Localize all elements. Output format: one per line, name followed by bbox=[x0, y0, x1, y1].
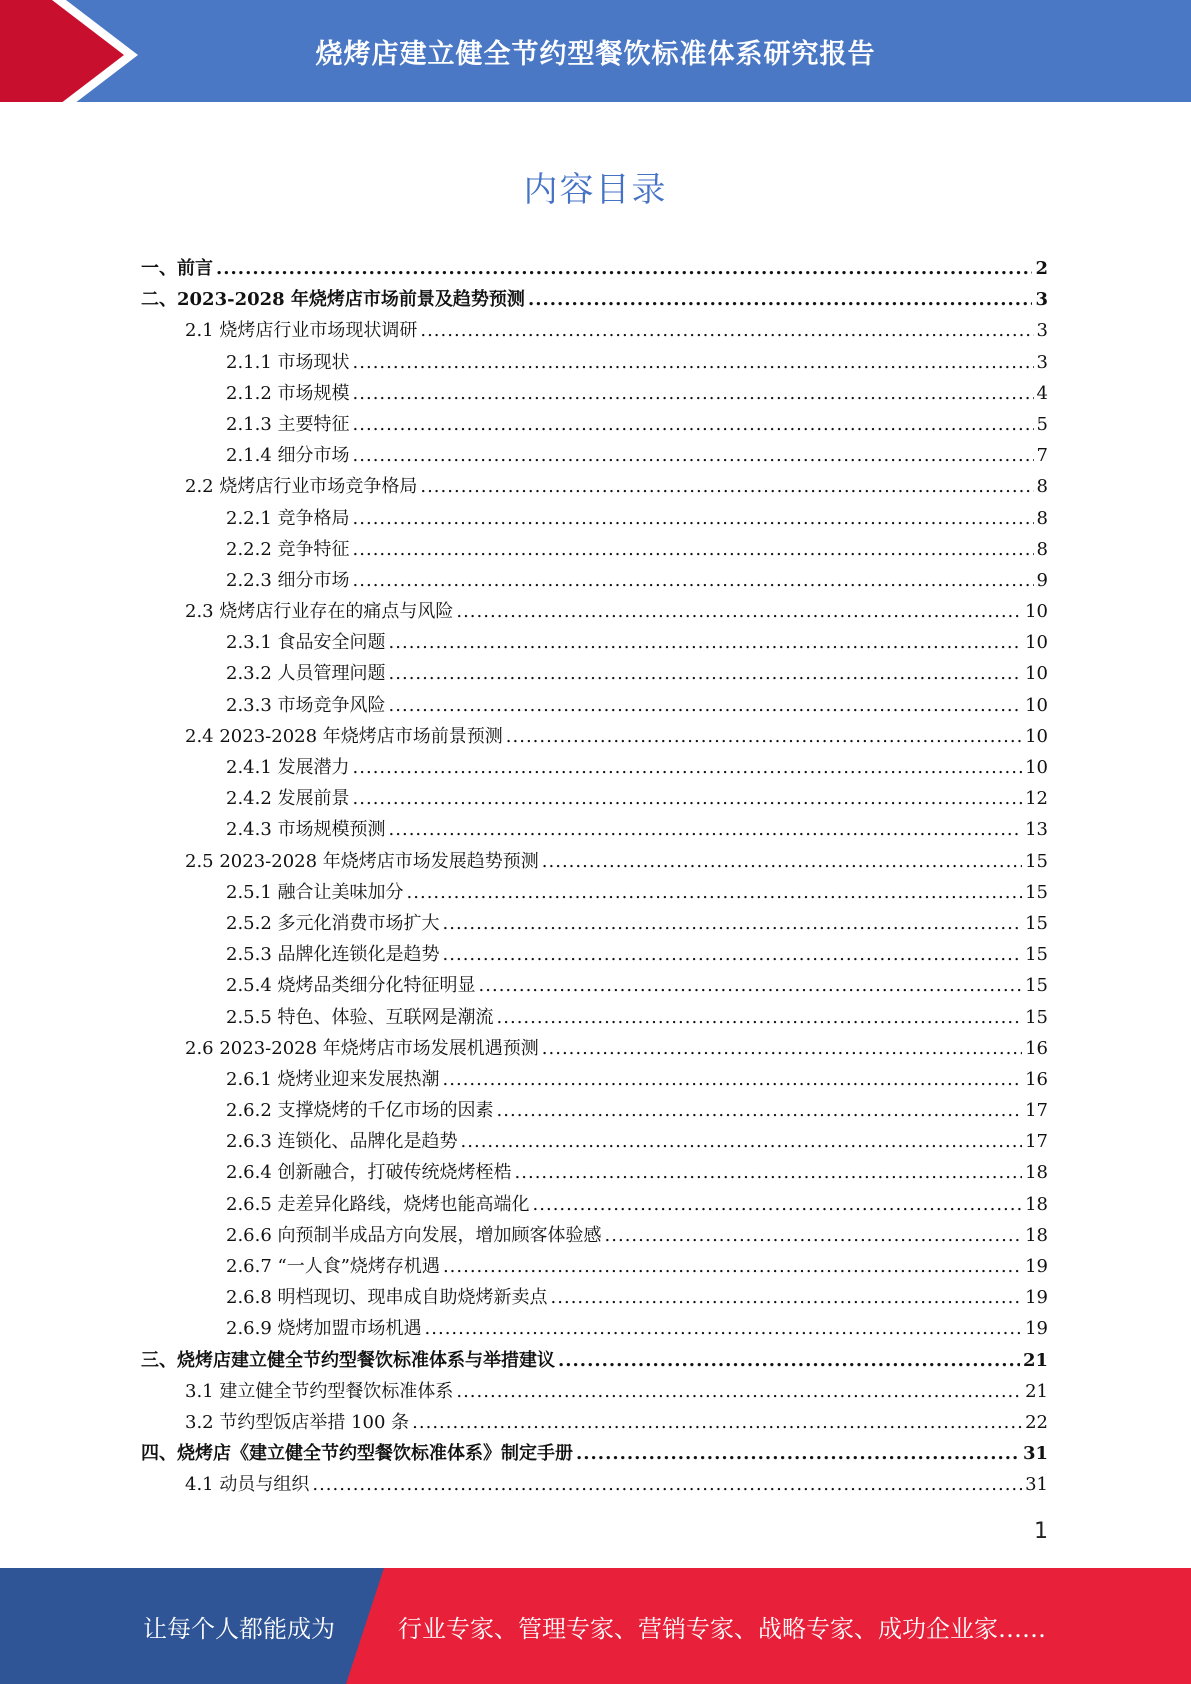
toc-entry-label: 2.5 2023-2028 年烧烤店市场发展趋势预测 bbox=[185, 850, 539, 872]
toc-dot-leader bbox=[353, 565, 1034, 596]
toc-entry-page: 10 bbox=[1025, 663, 1048, 685]
toc-entry-page: 18 bbox=[1025, 1162, 1048, 1184]
toc-entry[interactable] bbox=[141, 627, 1048, 658]
toc-entry-page: 21 bbox=[1025, 1380, 1048, 1402]
toc-entry-page: 22 bbox=[1025, 1411, 1048, 1433]
toc-entry-page: 15 bbox=[1025, 850, 1048, 872]
toc-entry[interactable] bbox=[141, 877, 1048, 908]
toc-entry[interactable] bbox=[141, 970, 1048, 1001]
toc-entry-page: 5 bbox=[1036, 413, 1048, 435]
toc-entry-page: 4 bbox=[1036, 382, 1048, 404]
toc-dot-leader bbox=[576, 1438, 1020, 1469]
toc-entry-page: 19 bbox=[1025, 1287, 1048, 1309]
toc-entry-label: 2.5.5 特色、体验、互联网是潮流 bbox=[226, 1006, 494, 1028]
toc-entry-page: 3 bbox=[1036, 351, 1048, 373]
toc-entry-label: 一、前言 bbox=[141, 258, 213, 279]
toc-entry[interactable] bbox=[141, 1189, 1048, 1220]
toc-dot-leader bbox=[353, 378, 1034, 409]
toc-entry[interactable] bbox=[141, 1095, 1048, 1126]
footer-slogan-left: 让每个人都能成为 bbox=[143, 1614, 335, 1643]
toc-entry[interactable] bbox=[141, 939, 1048, 970]
toc-entry-label: 2.3.2 人员管理问题 bbox=[226, 663, 386, 685]
toc-entry-label: 2.4.3 市场规模预测 bbox=[226, 819, 386, 841]
toc-entry-label: 2.4.1 发展潜力 bbox=[226, 757, 350, 778]
toc-entry-page: 31 bbox=[1025, 1474, 1048, 1496]
toc-entry-label: 2.1.2 市场规模 bbox=[226, 382, 350, 404]
toc-entry-label: 2.4 2023-2028 年烧烤店市场前景预测 bbox=[185, 725, 503, 747]
toc-entry-page: 10 bbox=[1025, 694, 1048, 716]
toc-entry[interactable] bbox=[141, 1313, 1048, 1344]
toc-entry-page: 21 bbox=[1022, 1349, 1048, 1371]
toc-entry-label: 2.2.2 竞争特征 bbox=[226, 538, 350, 560]
toc-entry[interactable] bbox=[141, 1376, 1048, 1407]
toc-entry-label: 3.2 节约型饭店举措 100 条 bbox=[185, 1411, 410, 1433]
toc-entry-page: 9 bbox=[1036, 569, 1048, 591]
toc-entry-label: 3.1 建立健全节约型餐饮标准体系 bbox=[185, 1380, 454, 1402]
header-bottom-gap bbox=[0, 102, 1191, 110]
toc-entry[interactable] bbox=[141, 690, 1048, 721]
toc-entry-label: 2.3.3 市场竞争风险 bbox=[226, 694, 386, 716]
toc-entry[interactable] bbox=[141, 1126, 1048, 1157]
toc-dot-leader bbox=[353, 347, 1034, 378]
toc-dot-leader bbox=[389, 658, 1023, 689]
toc-dot-leader bbox=[412, 1407, 1022, 1438]
toc-entry-label: 2.5.3 品牌化连锁化是趋势 bbox=[226, 944, 440, 966]
toc-entry[interactable] bbox=[141, 1220, 1048, 1251]
toc-dot-leader bbox=[353, 752, 1023, 783]
toc-dot-leader bbox=[389, 814, 1023, 845]
footer-slogan-right: 行业专家、管理专家、营销专家、战略专家、成功企业家…… bbox=[398, 1614, 1046, 1643]
toc-dot-leader bbox=[389, 690, 1023, 721]
toc-entry-page: 18 bbox=[1025, 1224, 1048, 1246]
toc-dot-leader bbox=[443, 908, 1023, 939]
toc-dot-leader bbox=[312, 1469, 1022, 1500]
toc-dot-leader bbox=[456, 1376, 1022, 1407]
toc-entry-label: 2.6.6 向预制半成品方向发展，增加顾客体验感 bbox=[226, 1224, 602, 1246]
toc-entry-label: 2.2.1 竞争格局 bbox=[226, 507, 350, 529]
toc-entry-label: 2.6.2 支撑烧烤的千亿市场的因素 bbox=[226, 1100, 494, 1122]
toc-entry-page: 15 bbox=[1025, 944, 1048, 966]
toc-dot-leader bbox=[542, 1033, 1022, 1064]
toc-entry-label: 2.5.1 融合让美味加分 bbox=[226, 881, 404, 903]
toc-dot-leader bbox=[558, 1345, 1020, 1376]
toc-entry-page: 17 bbox=[1025, 1100, 1048, 1122]
toc-dot-leader bbox=[461, 1126, 1023, 1157]
toc-entry[interactable] bbox=[141, 783, 1048, 814]
toc-entry-page: 10 bbox=[1025, 601, 1048, 623]
toc-dot-leader bbox=[407, 877, 1023, 908]
toc-entry-label: 四、烧烤店《建立健全节约型餐饮标准体系》制定手册 bbox=[141, 1443, 573, 1465]
toc-entry-page: 3 bbox=[1035, 289, 1048, 311]
toc-entry[interactable] bbox=[141, 253, 1048, 284]
toc-dot-leader bbox=[443, 939, 1023, 970]
toc-entry-label: 2.6.9 烧烤加盟市场机遇 bbox=[226, 1318, 422, 1340]
toc-dot-leader bbox=[353, 440, 1034, 471]
toc-dot-leader bbox=[497, 1095, 1023, 1126]
page-number: 1 bbox=[1034, 1519, 1048, 1544]
toc-dot-leader bbox=[605, 1220, 1023, 1251]
toc-entry[interactable] bbox=[141, 1064, 1048, 1095]
toc-entry-label: 2.3 烧烤店行业存在的痛点与风险 bbox=[185, 601, 454, 623]
toc-entry-label: 2.6 2023-2028 年烧烤店市场发展机遇预测 bbox=[185, 1037, 539, 1059]
toc-entry[interactable] bbox=[141, 378, 1048, 409]
toc-entry[interactable] bbox=[141, 752, 1048, 783]
toc-entry-label: 2.6.7 “一人食”烧烤存机遇 bbox=[226, 1256, 440, 1277]
toc-entry[interactable] bbox=[141, 658, 1048, 689]
toc-entry-label: 2.1.1 市场现状 bbox=[226, 351, 350, 373]
toc-entry[interactable] bbox=[141, 1033, 1048, 1064]
toc-entry[interactable] bbox=[141, 347, 1048, 378]
toc-dot-leader bbox=[216, 253, 1032, 284]
toc-entry-label: 2.2 烧烤店行业市场竞争格局 bbox=[185, 476, 418, 498]
toc-entry-label: 4.1 动员与组织 bbox=[185, 1474, 310, 1496]
toc-entry-page: 15 bbox=[1025, 1006, 1048, 1028]
toc-entry-page: 16 bbox=[1025, 1068, 1048, 1090]
toc-entry-label: 三、烧烤店建立健全节约型餐饮标准体系与举措建议 bbox=[141, 1349, 555, 1371]
toc-entry[interactable] bbox=[141, 409, 1048, 440]
toc-entry-page: 2 bbox=[1035, 258, 1048, 279]
toc-entry-page: 8 bbox=[1036, 507, 1048, 529]
toc-dot-leader bbox=[542, 846, 1022, 877]
document-title: 烧烤店建立健全节约型餐饮标准体系研究报告 bbox=[315, 38, 876, 70]
toc-entry[interactable] bbox=[141, 1407, 1048, 1438]
toc-dot-leader bbox=[443, 1251, 1022, 1282]
toc-entry[interactable] bbox=[141, 596, 1048, 627]
toc-dot-leader bbox=[506, 721, 1022, 752]
toc-entry-page: 19 bbox=[1025, 1318, 1048, 1340]
toc-entry[interactable] bbox=[141, 1345, 1048, 1376]
toc-dot-leader bbox=[425, 1313, 1023, 1344]
toc-entry[interactable] bbox=[141, 1002, 1048, 1033]
toc-entry-page: 7 bbox=[1036, 445, 1048, 467]
toc-entry-label: 2.3.1 食品安全问题 bbox=[226, 632, 386, 654]
toc-entry-page: 15 bbox=[1025, 975, 1048, 997]
toc-entry-label: 2.6.4 创新融合，打破传统烧烤桎梏 bbox=[226, 1162, 512, 1184]
toc-entry-label: 2.1 烧烤店行业市场现状调研 bbox=[185, 320, 418, 342]
toc-dot-leader bbox=[420, 471, 1033, 502]
toc-entry[interactable] bbox=[141, 846, 1048, 877]
toc-entry-page: 17 bbox=[1025, 1131, 1048, 1153]
toc-entry[interactable] bbox=[141, 1438, 1048, 1469]
toc-entry-label: 2.1.4 细分市场 bbox=[226, 445, 350, 467]
header-band bbox=[0, 0, 1191, 110]
toc-dot-leader bbox=[551, 1282, 1023, 1313]
toc-entry[interactable] bbox=[141, 534, 1048, 565]
toc-entry-page: 13 bbox=[1025, 819, 1048, 841]
toc-entry-page: 31 bbox=[1022, 1443, 1048, 1465]
toc-entry-label: 2.4.2 发展前景 bbox=[226, 788, 350, 810]
toc-entry-label: 2.6.8 明档现切、现串成自助烧烤新卖点 bbox=[226, 1287, 548, 1309]
toc-entry-page: 19 bbox=[1025, 1256, 1048, 1277]
toc-entry-page: 16 bbox=[1025, 1037, 1048, 1059]
toc-entry-page: 10 bbox=[1025, 757, 1048, 778]
toc-entry-label: 2.6.3 连锁化、品牌化是趋势 bbox=[226, 1131, 458, 1153]
toc-entry[interactable] bbox=[141, 721, 1048, 752]
toc-entry[interactable] bbox=[141, 1469, 1048, 1500]
toc-entry[interactable] bbox=[141, 471, 1048, 502]
table-of-contents bbox=[141, 253, 1048, 1501]
toc-entry-page: 10 bbox=[1025, 725, 1048, 747]
footer-band bbox=[0, 1568, 1191, 1684]
toc-entry-label: 2.6.1 烧烤业迎来发展热潮 bbox=[226, 1068, 440, 1090]
toc-dot-leader bbox=[353, 503, 1034, 534]
toc-entry[interactable] bbox=[141, 440, 1048, 471]
toc-dot-leader bbox=[528, 284, 1033, 315]
toc-entry[interactable] bbox=[141, 908, 1048, 939]
toc-entry[interactable] bbox=[141, 315, 1048, 346]
toc-dot-leader bbox=[389, 627, 1023, 658]
toc-entry-page: 8 bbox=[1036, 476, 1048, 498]
toc-heading: 内容目录 bbox=[523, 170, 668, 210]
toc-entry[interactable] bbox=[141, 1251, 1048, 1282]
toc-dot-leader bbox=[353, 409, 1034, 440]
toc-entry[interactable] bbox=[141, 565, 1048, 596]
toc-dot-leader bbox=[533, 1189, 1023, 1220]
toc-dot-leader bbox=[443, 1064, 1023, 1095]
toc-dot-leader bbox=[479, 970, 1023, 1001]
toc-entry-page: 18 bbox=[1025, 1193, 1048, 1215]
toc-dot-leader bbox=[420, 315, 1033, 346]
toc-dot-leader bbox=[456, 596, 1022, 627]
toc-entry-page: 12 bbox=[1025, 788, 1048, 810]
toc-entry-label: 2.1.3 主要特征 bbox=[226, 413, 350, 435]
toc-entry[interactable] bbox=[141, 814, 1048, 845]
toc-entry-page: 15 bbox=[1025, 912, 1048, 934]
toc-dot-leader bbox=[353, 534, 1034, 565]
toc-entry[interactable] bbox=[141, 1157, 1048, 1188]
toc-entry-page: 8 bbox=[1036, 538, 1048, 560]
toc-entry-label: 2.5.2 多元化消费市场扩大 bbox=[226, 912, 440, 934]
toc-entry-label: 2.5.4 烧烤品类细分化特征明显 bbox=[226, 975, 476, 997]
toc-entry[interactable] bbox=[141, 284, 1048, 315]
toc-dot-leader bbox=[515, 1157, 1023, 1188]
toc-entry-page: 3 bbox=[1036, 320, 1048, 342]
toc-entry[interactable] bbox=[141, 1282, 1048, 1313]
toc-entry-page: 15 bbox=[1025, 881, 1048, 903]
toc-entry-label: 2.6.5 走差异化路线，烧烤也能高端化 bbox=[226, 1193, 530, 1215]
toc-entry-label: 2.2.3 细分市场 bbox=[226, 569, 350, 591]
toc-entry[interactable] bbox=[141, 503, 1048, 534]
toc-dot-leader bbox=[497, 1002, 1023, 1033]
toc-entry-label: 二、2023-2028 年烧烤店市场前景及趋势预测 bbox=[141, 289, 525, 311]
toc-entry-page: 10 bbox=[1025, 632, 1048, 654]
toc-dot-leader bbox=[353, 783, 1023, 814]
